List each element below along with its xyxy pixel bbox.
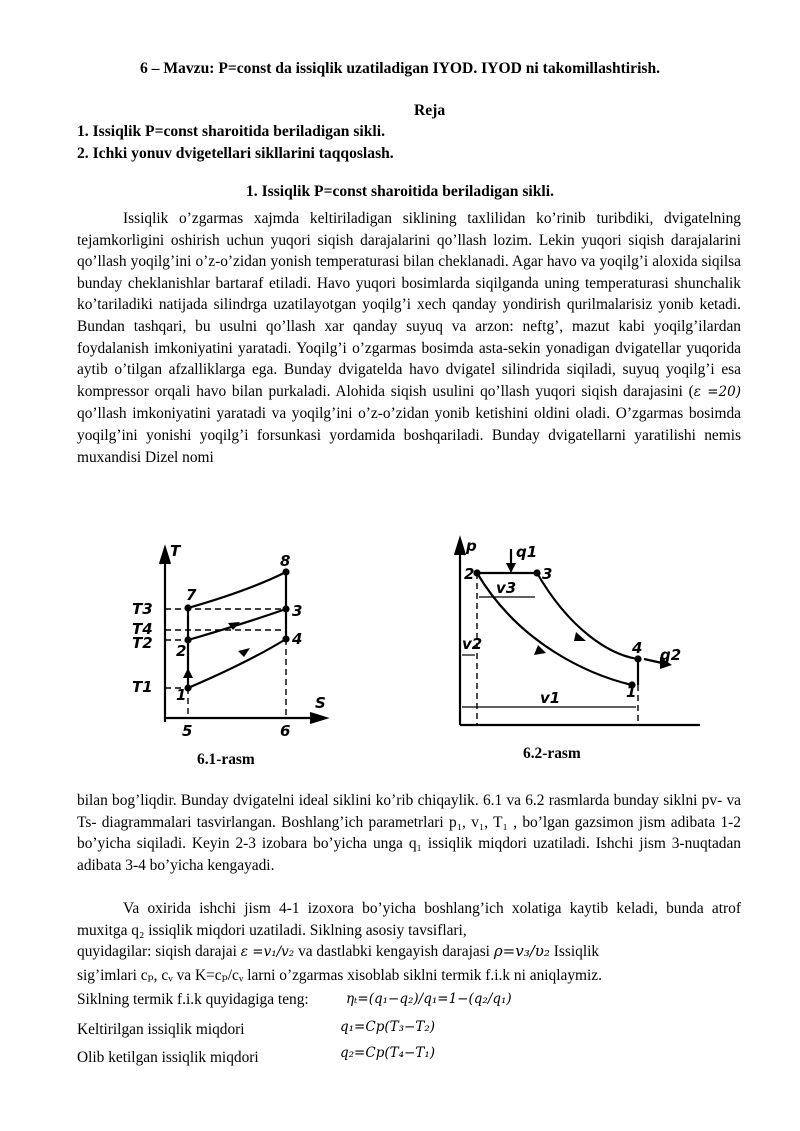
compression-text: quyidagilar: siqish darajai — [77, 943, 237, 960]
equation-3: q₂=Cp(T₄−T₁) — [340, 1045, 436, 1061]
ts-label-3: 3 — [292, 602, 303, 620]
paragraph-3-line-2 — [77, 942, 741, 961]
pv-adiabat-3-4 — [537, 573, 638, 659]
pv-label-4: 4 — [632, 639, 643, 657]
ts-axis-t-label: T — [170, 542, 181, 560]
expansion-text: va dastlabki kengayish darajasi — [298, 943, 490, 960]
pv-label-1: 1 — [626, 683, 637, 701]
pv-point-3 — [533, 569, 540, 576]
paragraph-3-line-3: sig’imlari cₚ, cᵥ va K=cₚ/cᵥ larni o’zgarmas xisoblab siklni termik f.i.k ni aniqlaymiz. — [77, 967, 602, 984]
ts-tick-t4: T4 — [132, 620, 153, 638]
ts-tick-t2: T2 — [132, 634, 153, 652]
ts-y-arrow — [160, 548, 170, 564]
expansion-ratio-formula: ρ=v₃/υ₂ — [493, 942, 550, 960]
ts-curve-1-4 — [188, 639, 286, 688]
pv-compression-arrow — [534, 645, 546, 655]
ts-label-7: 7 — [186, 586, 197, 604]
pv-label-v3: v3 — [496, 579, 517, 597]
pv-label-v1: v1 — [540, 689, 561, 707]
ts-label-2: 2 — [176, 642, 187, 660]
ts-tick-t1: T1 — [132, 678, 153, 696]
ts-point-3 — [282, 605, 289, 612]
ts-label-1: 1 — [176, 686, 187, 704]
pv-y-arrow — [455, 539, 465, 555]
equation-2: q₁=Cp(T₃−T₂) — [340, 1019, 436, 1035]
pv-point-2 — [473, 569, 480, 576]
compression-ratio-formula: ε =v₁/v₂ — [240, 944, 295, 960]
figure-6-2-caption: 6.2-rasm — [523, 745, 581, 762]
pv-label-q2: q2 — [660, 646, 682, 664]
ts-label-8: 8 — [280, 552, 291, 570]
ts-tick-6: 6 — [280, 722, 291, 740]
paragraph-2: bilan bog’liqdir. Bunday dvigatelni ideal siklini ko’rib chiqaylik. 6.1 va 6.2 rasmlarda bunday siklni pv- va Ts- diagrammalari tasvirlangan. Boshlang’ich parametrlari p₁, v₁, T₁ , bo’lgan gazsimon jism adibata 1-2 bo’yicha siqiladi. Keyin 2-3 izobara bo’yicha unga q₁ issiqlik miqdori uzatiladi. Ishchi jism 3-nuqtadan adibata 3-4 bo’yicha kengayadi. — [77, 792, 741, 874]
paragraph-3: Va oxirida ishchi jism 4-1 izoxora bo’yicha boshlang’ich xolatiga kaytib keladi, bunda atrof muxitga q₂ issiqlik miqdori uzatiladi. Siklning asosiy tavsiflari, — [77, 900, 741, 939]
paragraph-1-text-end: qo’llash imkoniyatini yaratadi va yoqilg’ini o’z-o’zidan yonib ketishini oldini oladi. O’zgarmas bosimda yoqilg’ini yonishi yoqilg’i forsunkasi yordamida boshqariladi. Bunday dvigatellarni yaratilishi nemis muxandisi Dizel nomi — [77, 405, 741, 466]
figure-6-1-caption: 6.1-rasm — [197, 751, 255, 768]
plan-heading: Reja — [414, 102, 446, 119]
pv-axis-p-label: p — [466, 537, 477, 555]
equation-1: ηₜ=(q₁−q₂)/q₁=1−(q₂/q₁) — [346, 991, 512, 1007]
pv-expansion-arrow — [574, 632, 586, 641]
equation-2-label: Keltirilgan issiqlik miqdori — [77, 1021, 245, 1038]
ts-point-7 — [184, 604, 191, 611]
paragraph-1-text: Issiqlik o’zgarmas xajmda keltiriladigan siklining taxlilidan ko’rinib turibdiki, dvigatelning tejamkorligini oshirish uchun yuqori siqish darajalarini qo’llash lozim. Lekin yuqori siqish darajalarini qo’llash yoqilg’ini o’z-o’zidan yonish temperaturasi bilan cheklanadi. Agar havo va yoqilg’i aloxida siqilsa bunday cheklanishlar bartaraf etiladi. Havo yuqori bosimlarda siqilganda uning temperaturasi shunchalik ko’tariladiki natijada silindrga uzatilayotgan yoqilg’i xech qanday yondirish qurilmalarisiz yonib ketadi. Bundan tashqari, bu usulni qo’llash xar qanday suyuq va arzon: neftg’, mazut kabi yoqilg’ilardan foydalanish imkoniyatini yaratadi. Yoqilg’i o’zgarmas bosimda asta-sekin yonadigan dvigatellar yuqorida aytib o’tilgan afzalliklarga ega. Bunday dvigatelda havo dvigatel silindrida siqiladi, suyuq yoqilg’i esa kompressor orqali havo bilan purkaladi. Alohida siqish usulini qo’llash yuqori siqish darajasini ( — [77, 210, 741, 400]
heat-text: Issiqlik — [553, 943, 600, 960]
section-heading: 1. Issiqlik P=const sharoitida beriladigan sikli. — [246, 183, 554, 200]
ts-arrow-up — [183, 668, 193, 678]
epsilon-symbol: ε =20) — [693, 383, 741, 400]
plan-item-2: 2. Ichki yonuv dvigetellari sikllarini taqqoslash. — [77, 145, 394, 162]
paragraph-1 — [77, 208, 741, 468]
ts-x-arrow — [310, 713, 326, 723]
ts-axis-s-label: S — [315, 694, 326, 712]
plan-item-1: 1. Issiqlik P=const sharoitida beriladigan sikli. — [77, 123, 385, 140]
ts-curve-7-8 — [188, 572, 286, 608]
ts-point-4 — [282, 635, 289, 642]
ts-tick-t3: T3 — [132, 600, 153, 618]
equation-1-label: Siklning termik f.i.k quyidagiga teng: — [77, 991, 309, 1008]
ts-label-4: 4 — [292, 630, 303, 648]
ts-diagram — [120, 540, 340, 740]
ts-tick-5: 5 — [182, 722, 193, 740]
pv-label-q1: q1 — [516, 543, 538, 561]
page-title: 6 – Mavzu: P=const da issiqlik uzatiladigan IYOD. IYOD ni takomillashtirish. — [139, 60, 661, 77]
equation-3-label: Olib ketilgan issiqlik miqdori — [77, 1049, 259, 1066]
pv-diagram — [450, 535, 710, 735]
ts-arrow-isochore — [238, 648, 250, 657]
pv-q1-arrowhead — [506, 563, 516, 573]
pv-label-3: 3 — [542, 565, 553, 583]
pv-label-v2: v2 — [462, 635, 483, 653]
pv-label-2: 2 — [464, 565, 475, 583]
